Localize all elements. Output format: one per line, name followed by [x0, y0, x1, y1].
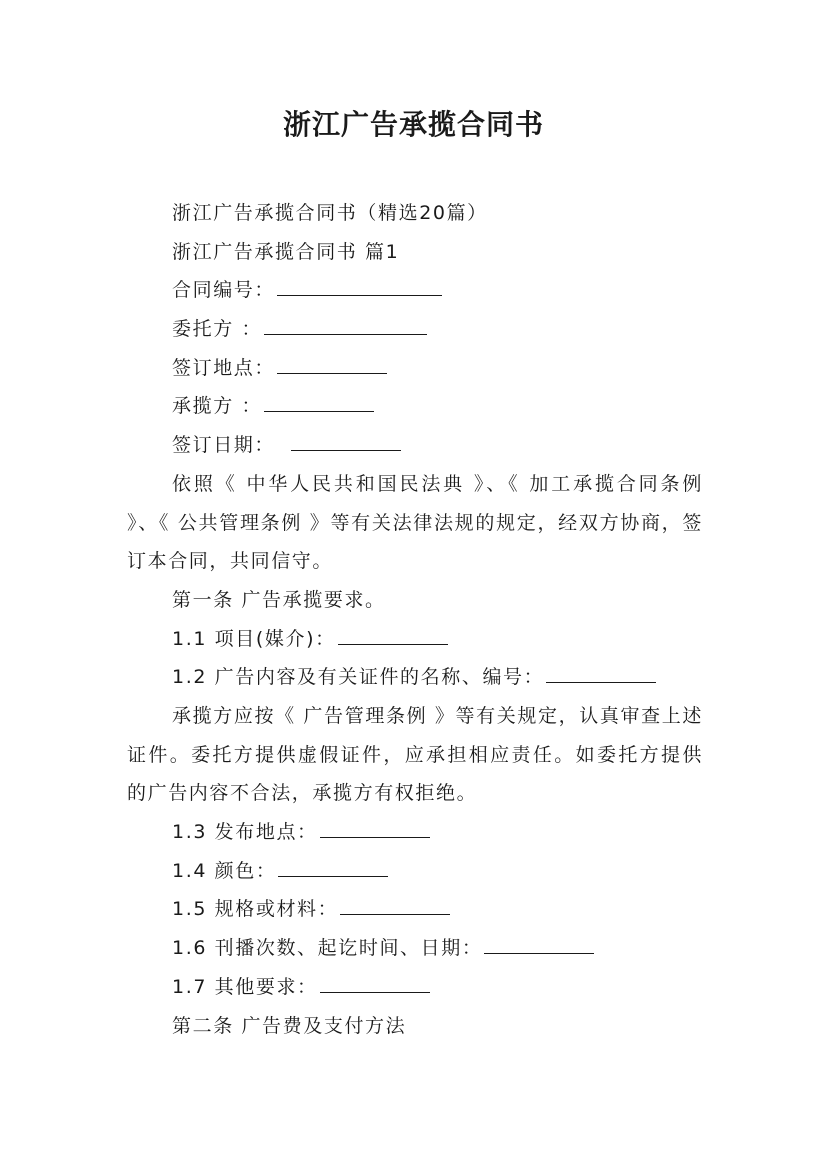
fill-in-blank [264, 318, 427, 335]
field-sign-place [127, 349, 703, 388]
field-sign-date [127, 426, 703, 465]
preamble-paragraph: 依照《 中华人民共和国民法典 》、《 加工承揽合同条例 》、《 公共管理条例 》等有关法律法规的规定，经双方协商，签订本合同，共同信守。 [127, 472, 703, 573]
item-1-3 [127, 813, 703, 852]
fill-in-blank [291, 434, 401, 451]
field-label: 合同编号： [172, 279, 276, 302]
item-label: 1.6 刊播次数、起讫时间、日期： [172, 937, 483, 960]
article-2-heading [127, 1007, 703, 1046]
item-1-6 [127, 929, 703, 968]
article-1-heading [127, 581, 703, 620]
article-heading-text: 第二条 广告费及支付方法 [172, 1014, 407, 1037]
field-label: 委托方 ： [172, 318, 263, 341]
item-label: 1.2 广告内容及有关证件的名称、编号： [172, 666, 545, 689]
item-1-5 [127, 890, 703, 929]
fill-in-blank [340, 898, 450, 915]
field-label: 承揽方 ： [172, 395, 263, 418]
fill-in-blank [546, 666, 656, 683]
field-contract-no [127, 271, 703, 310]
field-client [127, 310, 703, 349]
fill-in-blank [320, 976, 430, 993]
article-heading-text: 第一条 广告承揽要求。 [172, 588, 386, 611]
fill-in-blank [278, 860, 388, 877]
review-paragraph: 承揽方应按《 广告管理条例 》等有关规定，认真审查上述证件。委托方提供虚假证件，应承担相应责任。如委托方提供的广告内容不合法，承揽方有权拒绝。 [127, 704, 703, 805]
field-label: 签订地点： [172, 356, 276, 379]
item-1-4 [127, 852, 703, 891]
document-subtitle [127, 194, 703, 233]
section-heading-text: 浙江广告承揽合同书 篇1 [172, 240, 400, 263]
fill-in-blank [484, 937, 594, 954]
item-1-7 [127, 968, 703, 1007]
subtitle-text: 浙江广告承揽合同书（精选20篇） [172, 202, 488, 224]
fill-in-blank [264, 395, 374, 412]
fill-in-blank [277, 279, 442, 296]
item-label: 1.5 规格或材料： [172, 898, 339, 921]
fill-in-blank [338, 628, 448, 645]
item-1-1 [127, 620, 703, 659]
field-label: 签订日期： [172, 434, 276, 457]
section-heading [127, 233, 703, 272]
document-title: 浙江广告承揽合同书 [282, 108, 544, 141]
fill-in-blank [277, 357, 387, 374]
item-label: 1.3 发布地点： [172, 821, 318, 844]
fill-in-blank [320, 821, 430, 838]
item-label: 1.4 颜色： [172, 859, 277, 882]
item-label: 1.7 其他要求： [172, 975, 318, 998]
item-1-2 [127, 658, 703, 697]
field-contractor [127, 387, 703, 426]
item-label: 1.1 项目(媒介)： [172, 627, 336, 650]
document-body [127, 194, 703, 1045]
